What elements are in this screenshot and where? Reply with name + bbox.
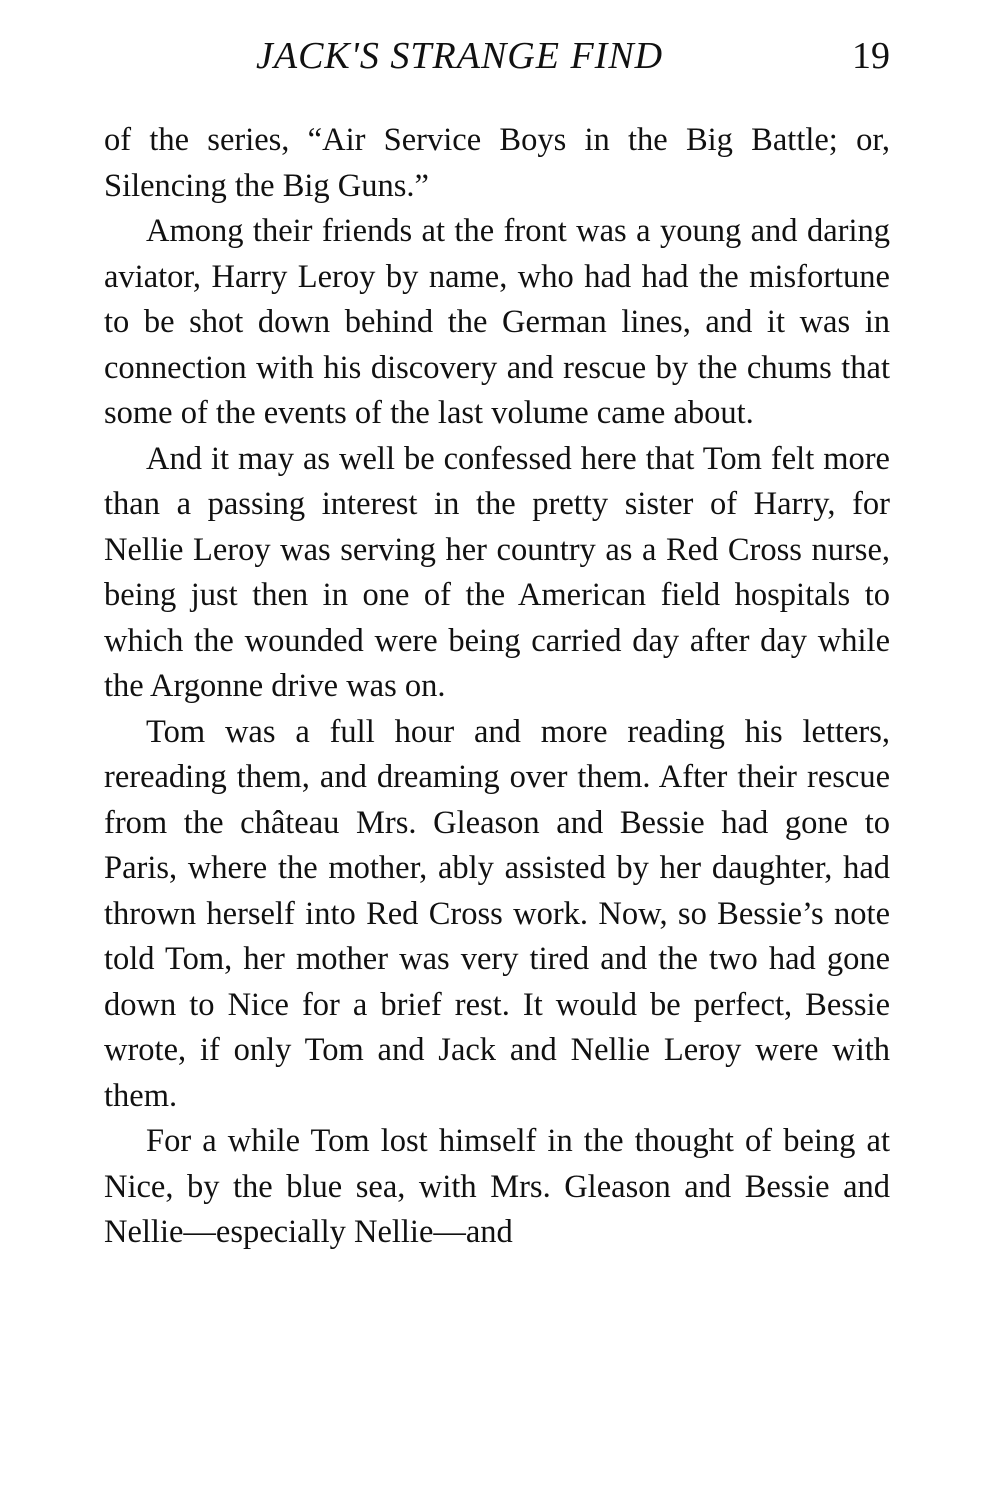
body-text <box>104 118 890 1256</box>
paragraph-letters: Tom was a full hour and more reading his letters, rereading them, and dreaming over them. After their rescue from the château Mrs. Gleason and Bessie had gone to Paris, where the mother, ably assisted by her daughter, had thrown herself into Red Cross work. Now, so Bessie’s note told Tom, her mother was very tired and the two had gone down to Nice for a brief rest. It would be perfect, Bessie wrote, if only Tom and Jack and Nellie Leroy were with them. <box>104 713 890 1114</box>
paragraph-aviator-friend: Among their friends at the front was a young and daring aviator, Harry Leroy by name, who had had the misfortune to be shot down behind the German lines, and it was in connection with his discovery and rescue by the chums that some of the events of the last volume came about. <box>104 213 890 431</box>
paragraph-nellie-leroy: And it may as well be confessed here that Tom felt more than a passing interest in the pretty sister of Harry, for Nellie Leroy was serving her country as a Red Cross nurse, being just then in one of the American field hospitals to which the wounded were being carried day after day while the Argonne drive was on. <box>104 440 890 704</box>
page-number: 19 <box>852 35 890 77</box>
book-page <box>104 30 890 1256</box>
running-head <box>104 30 890 92</box>
running-title: JACK'S STRANGE FIND <box>256 35 664 77</box>
paragraph-nice-daydream: For a while Tom lost himself in the thought of being at Nice, by the blue sea, with Mrs. Gleason and Bessie and Nellie—especially Nellie—and <box>104 1123 890 1250</box>
paragraph-continuation: of the series, “Air Service Boys in the Big Battle; or, Silencing the Big Guns.” <box>104 122 890 204</box>
